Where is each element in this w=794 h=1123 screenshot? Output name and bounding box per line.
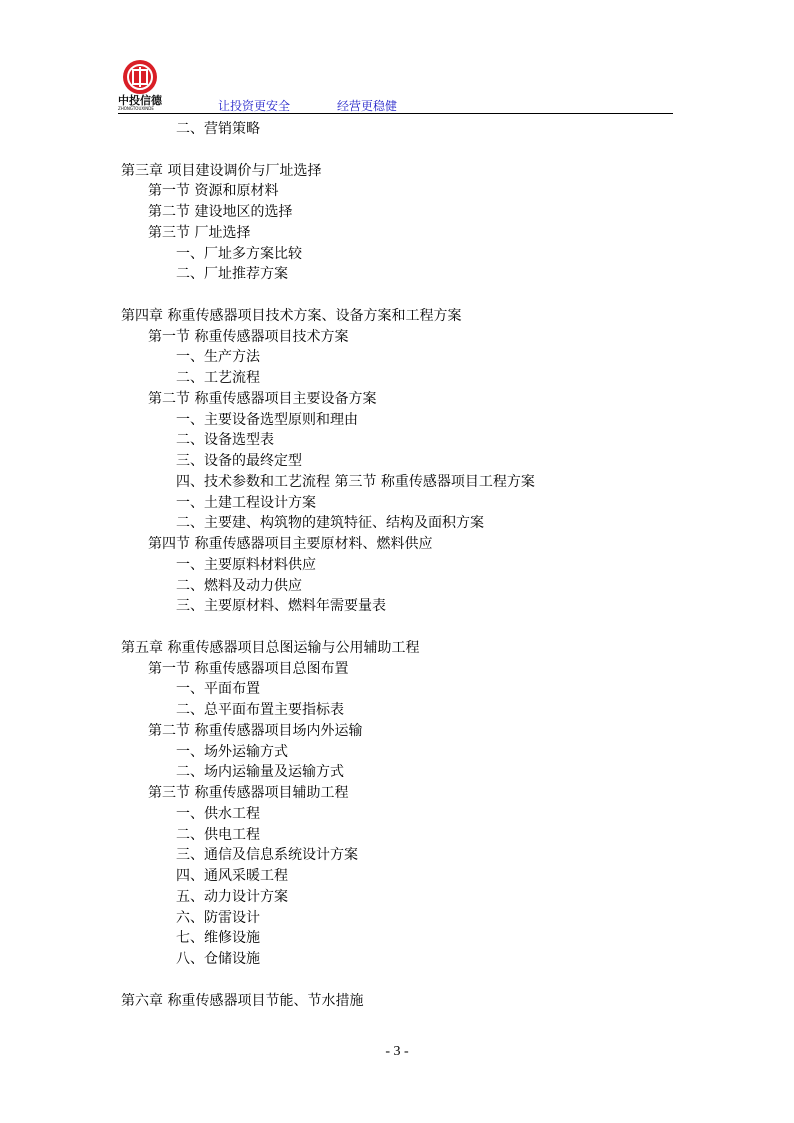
toc-section[interactable]: 第四节 称重传感器项目主要原材料、燃料供应 — [148, 536, 433, 552]
toc-item[interactable]: 一、平面布置 — [176, 681, 260, 698]
toc-section[interactable]: 第一节 资源和原材料 — [148, 183, 279, 200]
header-divider — [118, 113, 673, 114]
toc-item[interactable]: 二、总平面布置主要指标表 — [176, 702, 344, 718]
toc-item[interactable]: 二、燃料及动力供应 — [176, 577, 302, 594]
header-slogan-stability: 经营更稳健 — [337, 99, 398, 113]
toc-item[interactable]: 四、通风采暖工程 — [176, 868, 288, 884]
toc-item[interactable]: 七、维修设施 — [176, 930, 260, 947]
toc-item[interactable]: 三、设备的最终定型 — [176, 453, 302, 469]
toc-section[interactable]: 第二节 称重传感器项目主要设备方案 — [148, 390, 377, 407]
page-header — [0, 0, 794, 120]
toc-item[interactable]: 一、厂址多方案比较 — [176, 245, 302, 262]
header-slogan-safety: 让投资更安全 — [218, 99, 291, 113]
toc-item[interactable]: 一、场外运输方式 — [176, 743, 288, 760]
toc-chapter[interactable]: 第六章 称重传感器项目节能、节水措施 — [121, 992, 364, 1009]
toc-item[interactable]: 二、营销策略 — [176, 121, 260, 137]
toc-item[interactable]: 一、主要原料材料供应 — [176, 556, 316, 573]
toc-section[interactable]: 第一节 称重传感器项目总图布置 — [148, 660, 349, 677]
toc-item[interactable]: 二、供电工程 — [176, 826, 260, 843]
logo-subtext: ZHONGTOUXINDE — [118, 106, 154, 111]
toc-item[interactable]: 一、供水工程 — [176, 805, 260, 822]
company-logo-icon — [118, 55, 170, 111]
toc-item[interactable]: 三、通信及信息系统设计方案 — [176, 847, 358, 864]
toc-chapter[interactable]: 第五章 称重传感器项目总图运输与公用辅助工程 — [121, 639, 420, 656]
toc-item[interactable]: 五、动力设计方案 — [176, 888, 288, 905]
toc-item[interactable]: 八、仓储设施 — [176, 951, 260, 967]
toc-item[interactable]: 二、厂址推荐方案 — [176, 266, 288, 283]
page-number: - 3 - — [385, 1044, 409, 1059]
toc-item[interactable]: 六、防雷设计 — [176, 909, 260, 926]
toc-item[interactable]: 三、主要原材料、燃料年需要量表 — [176, 598, 386, 615]
toc-section[interactable]: 第二节 建设地区的选择 — [148, 204, 293, 220]
toc-section[interactable]: 第三节 厂址选择 — [148, 224, 251, 241]
toc-section[interactable]: 第三节 称重传感器项目辅助工程 — [148, 785, 349, 801]
toc-section[interactable]: 第二节 称重传感器项目场内外运输 — [148, 722, 363, 739]
toc-section[interactable]: 第一节 称重传感器项目技术方案 — [148, 328, 349, 345]
toc-item[interactable]: 二、工艺流程 — [176, 370, 260, 386]
toc-item[interactable]: 四、技术参数和工艺流程 第三节 称重传感器项目工程方案 — [176, 473, 535, 490]
toc-chapter[interactable]: 第四章 称重传感器项目技术方案、设备方案和工程方案 — [121, 307, 462, 324]
logo-text: 中投信德 — [118, 94, 162, 107]
toc-item[interactable]: 一、土建工程设计方案 — [176, 494, 316, 511]
toc-item[interactable]: 一、生产方法 — [176, 349, 260, 366]
toc-item[interactable]: 二、主要建、构筑物的建筑特征、结构及面积方案 — [176, 515, 484, 532]
toc-item[interactable]: 二、设备选型表 — [176, 432, 274, 449]
toc-item[interactable]: 二、场内运输量及运输方式 — [176, 764, 344, 781]
toc-chapter[interactable]: 第三章 项目建设调价与厂址选择 — [121, 162, 322, 179]
toc-item[interactable]: 一、主要设备选型原则和理由 — [176, 411, 358, 428]
